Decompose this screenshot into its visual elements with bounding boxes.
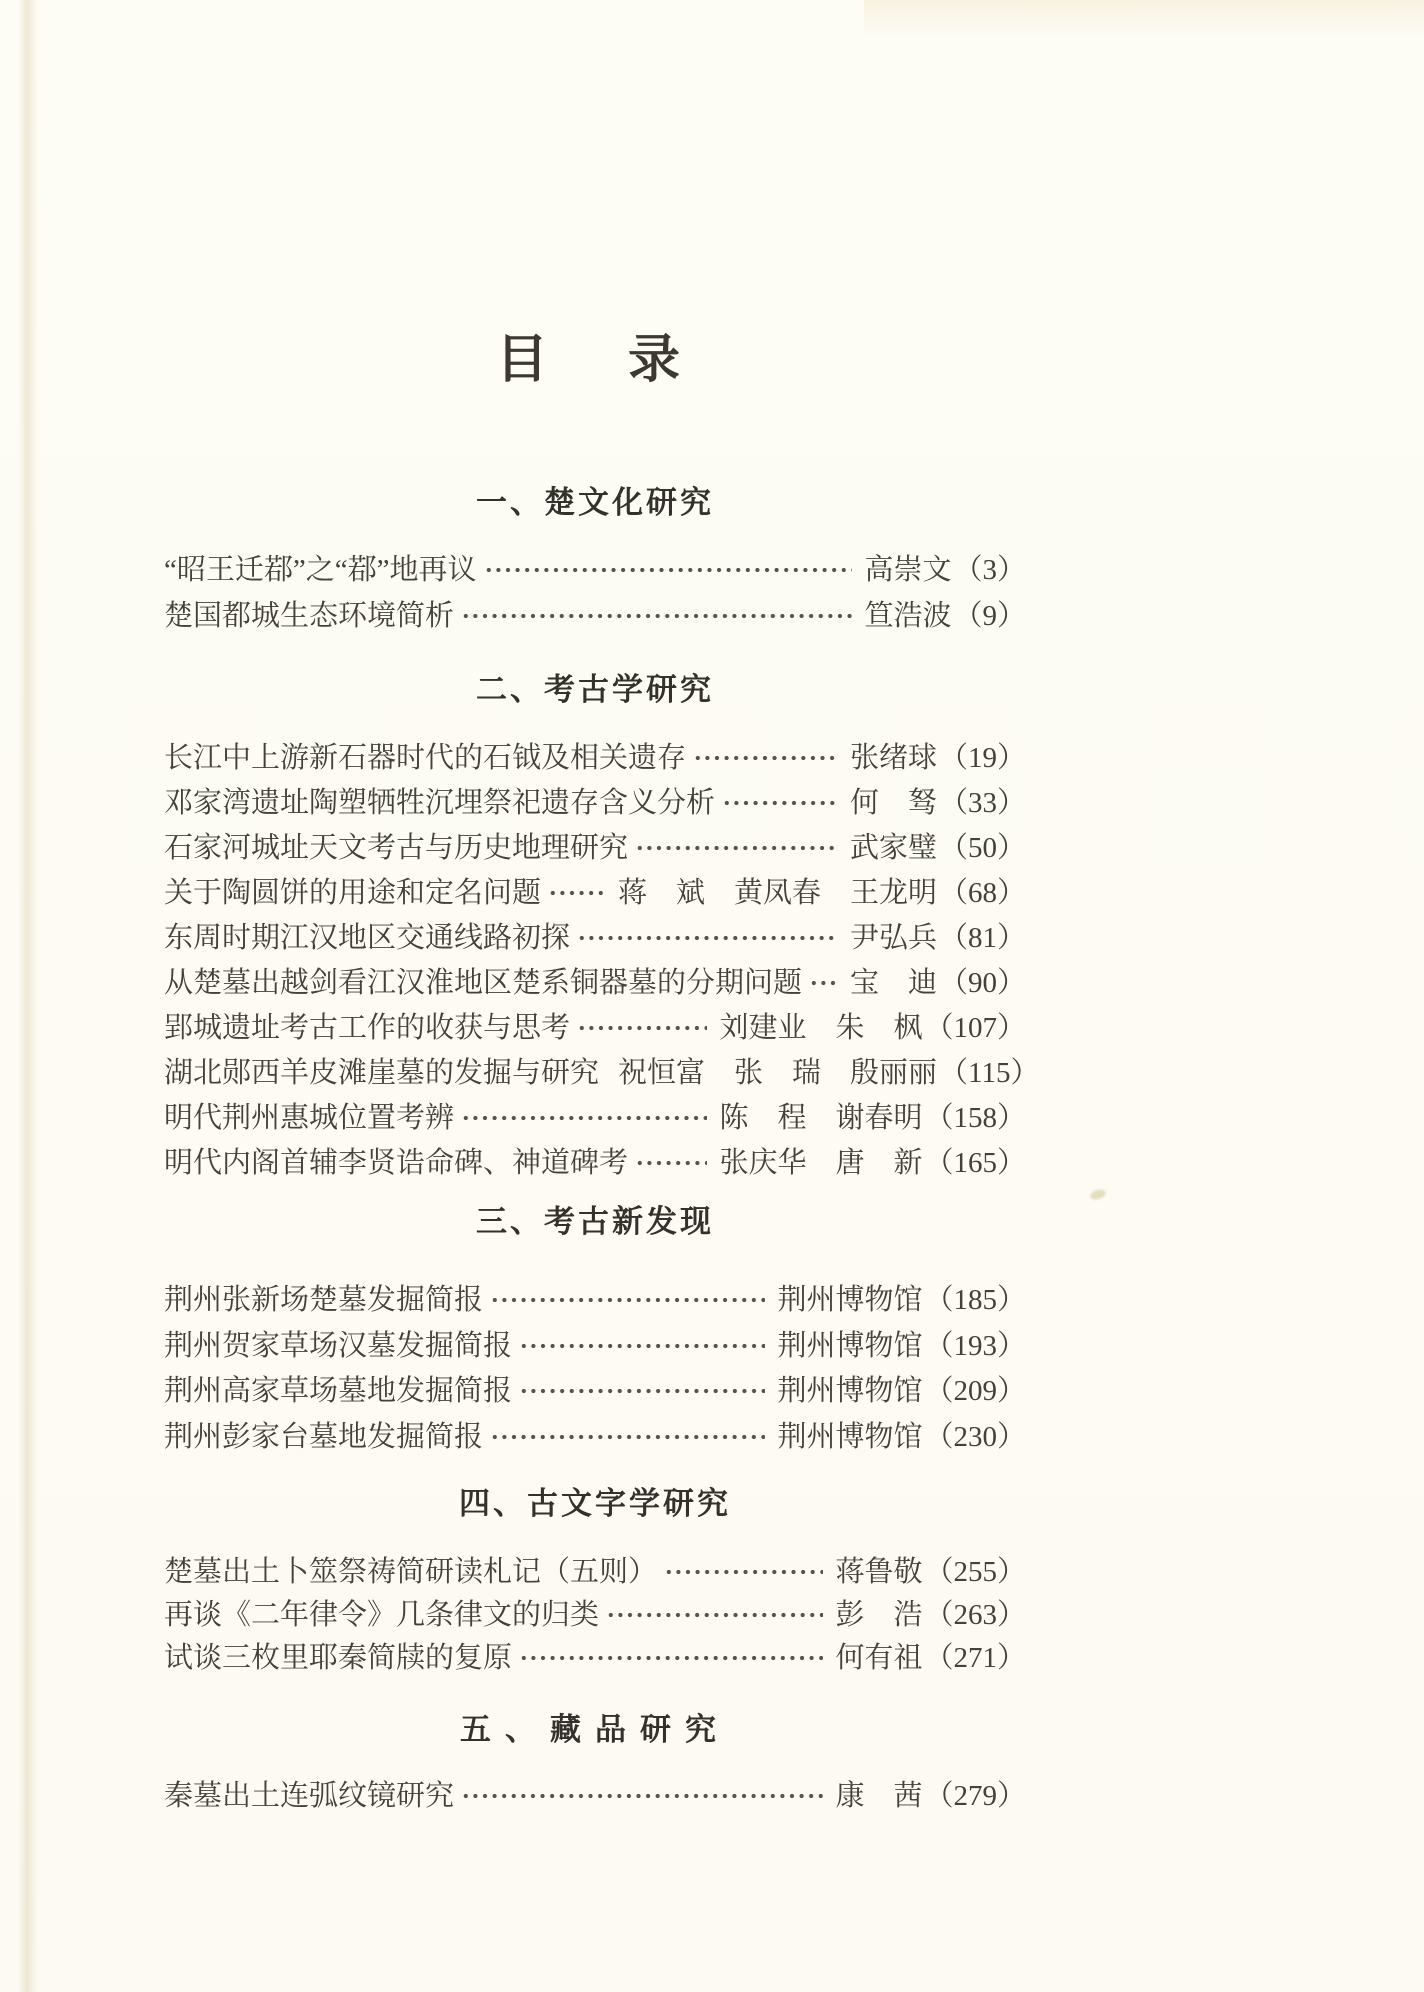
dot-leader (461, 593, 852, 639)
toc-entry (164, 1368, 1026, 1414)
entry-authors: 荆州博物馆 (777, 1421, 923, 1453)
entry-title: 试谈三枚里耶秦简牍的复原 (164, 1642, 513, 1674)
entry-page: （50） (938, 832, 1026, 864)
toc-entry (164, 1095, 1026, 1141)
toc-content (164, 0, 1040, 1992)
entry-authors: 彭 浩 (835, 1599, 923, 1631)
toc-entry (164, 1773, 1026, 1819)
toc-entry (164, 1050, 1040, 1096)
entry-authors: 康 茜 (835, 1780, 923, 1812)
entry-authors: 刘建业 朱 枫 (719, 1012, 923, 1044)
entry-authors: 何 驽 (849, 787, 937, 819)
dot-leader (693, 735, 838, 781)
toc-entry (164, 547, 1026, 593)
entry-page: （33） (938, 787, 1026, 819)
entry-title: 荆州高家草场墓地发掘简报 (164, 1375, 513, 1407)
scan-smudge (1089, 1188, 1107, 1202)
section-heading-2: 二、考古学研究 (476, 672, 714, 707)
entry-authors: 蒋鲁敬 (835, 1556, 923, 1588)
toc-entry (164, 1323, 1026, 1369)
entry-title: 明代荆州惠城位置考辨 (164, 1102, 455, 1134)
entry-title: 长江中上游新石器时代的石钺及相关遗存 (164, 742, 687, 774)
entry-page: （90） (938, 967, 1026, 999)
dot-leader (461, 1773, 823, 1819)
dot-leader (519, 1368, 765, 1414)
entry-authors: 荆州博物馆 (777, 1330, 923, 1362)
page-title: 目 录 (495, 332, 694, 389)
entry-authors: 张绪球 (849, 742, 937, 774)
section-heading-4: 四、古文字学研究 (459, 1486, 731, 1521)
entry-page: （193） (924, 1330, 1026, 1362)
toc-entry (164, 1140, 1026, 1186)
entry-authors: 高崇文 (864, 554, 952, 586)
entry-page: （68） (938, 877, 1026, 909)
toc-entry (164, 735, 1026, 781)
entry-authors: 尹弘兵 (849, 922, 937, 954)
dot-leader (635, 825, 838, 871)
toc-entry (164, 915, 1026, 961)
entry-title: 再谈《二年律令》几条律文的归类 (164, 1599, 600, 1631)
dot-leader (635, 1140, 707, 1186)
entry-authors: 祝恒富 张 瑞 殷丽丽 (618, 1057, 938, 1089)
entry-title: 东周时期江汉地区交通线路初探 (164, 922, 571, 954)
entry-page: （263） (924, 1599, 1026, 1631)
section-heading-1: 一、楚文化研究 (476, 485, 714, 520)
toc-entry (164, 1635, 1026, 1681)
dot-leader (484, 547, 853, 593)
entry-title: 郢城遗址考古工作的收获与思考 (164, 1012, 571, 1044)
entry-page: （115） (939, 1057, 1040, 1089)
entry-page: （209） (924, 1375, 1026, 1407)
toc-entry (164, 825, 1026, 871)
entry-title: 楚国都城生态环境简析 (164, 600, 455, 632)
entry-page: （271） (924, 1642, 1026, 1674)
toc-entry (164, 1005, 1026, 1051)
entry-title: 明代内阁首辅李贤诰命碑、神道碑考 (164, 1147, 629, 1179)
dot-leader (519, 1323, 765, 1369)
entry-title: “昭王迁鄀”之“鄀”地再议 (164, 554, 477, 586)
dot-leader (490, 1277, 765, 1323)
toc-entry (164, 1277, 1026, 1323)
dot-leader (490, 1414, 765, 1460)
entry-title: 邓家湾遗址陶塑牺牲沉埋祭祀遗存含义分析 (164, 787, 716, 819)
toc-entry (164, 870, 1026, 916)
entry-title: 从楚墓出越剑看江汉淮地区楚系铜器墓的分期问题 (164, 967, 803, 999)
entry-authors: 张庆华 唐 新 (719, 1147, 923, 1179)
toc-entry (164, 1414, 1026, 1460)
entry-title: 荆州贺家草场汉墓发掘简报 (164, 1330, 513, 1362)
entry-page: （9） (953, 600, 1026, 632)
entry-authors: 何有祖 (835, 1642, 923, 1674)
entry-title: 关于陶圆饼的用途和定名问题 (164, 877, 542, 909)
toc-entry (164, 960, 1026, 1006)
entry-page: （81） (938, 922, 1026, 954)
section-heading-5: 五、藏品研究 (460, 1712, 730, 1747)
dot-leader (519, 1635, 823, 1681)
dot-leader (606, 1592, 823, 1638)
entry-page: （185） (924, 1284, 1026, 1316)
entry-page: （279） (924, 1780, 1026, 1812)
dot-leader (577, 915, 838, 961)
entry-title: 湖北郧西羊皮滩崖墓的发掘与研究 (164, 1057, 600, 1089)
entry-title: 石家河城址天文考古与历史地理研究 (164, 832, 629, 864)
toc-entry (164, 1592, 1026, 1638)
toc-entry (164, 1549, 1026, 1595)
entry-page: （107） (924, 1012, 1026, 1044)
dot-leader (664, 1549, 823, 1595)
entry-page: （3） (953, 554, 1026, 586)
entry-page: （19） (938, 742, 1026, 774)
entry-authors: 笪浩波 (864, 600, 952, 632)
dot-leader (548, 870, 606, 916)
toc-entry (164, 593, 1026, 639)
dot-leader (577, 1005, 707, 1051)
entry-page: （165） (924, 1147, 1026, 1179)
entry-authors: 武家璧 (849, 832, 937, 864)
entry-title: 秦墓出土连弧纹镜研究 (164, 1780, 455, 1812)
page-edge-shadow (18, 0, 38, 1992)
entry-page: （255） (924, 1556, 1026, 1588)
entry-title: 楚墓出土卜筮祭祷简研读札记（五则） (164, 1556, 658, 1588)
entry-title: 荆州彭家台墓地发掘简报 (164, 1421, 484, 1453)
dot-leader (809, 960, 838, 1006)
section-heading-3: 三、考古新发现 (476, 1204, 714, 1239)
entry-page: （158） (924, 1102, 1026, 1134)
dot-leader (722, 780, 838, 826)
entry-authors: 宝 迪 (849, 967, 937, 999)
toc-entry (164, 780, 1026, 826)
entry-authors: 荆州博物馆 (777, 1375, 923, 1407)
entry-page: （230） (924, 1421, 1026, 1453)
entry-authors: 蒋 斌 黄凤春 王龙明 (617, 877, 937, 909)
entry-authors: 荆州博物馆 (777, 1284, 923, 1316)
dot-leader (461, 1095, 707, 1141)
entry-authors: 陈 程 谢春明 (719, 1102, 923, 1134)
entry-title: 荆州张新场楚墓发掘简报 (164, 1284, 484, 1316)
